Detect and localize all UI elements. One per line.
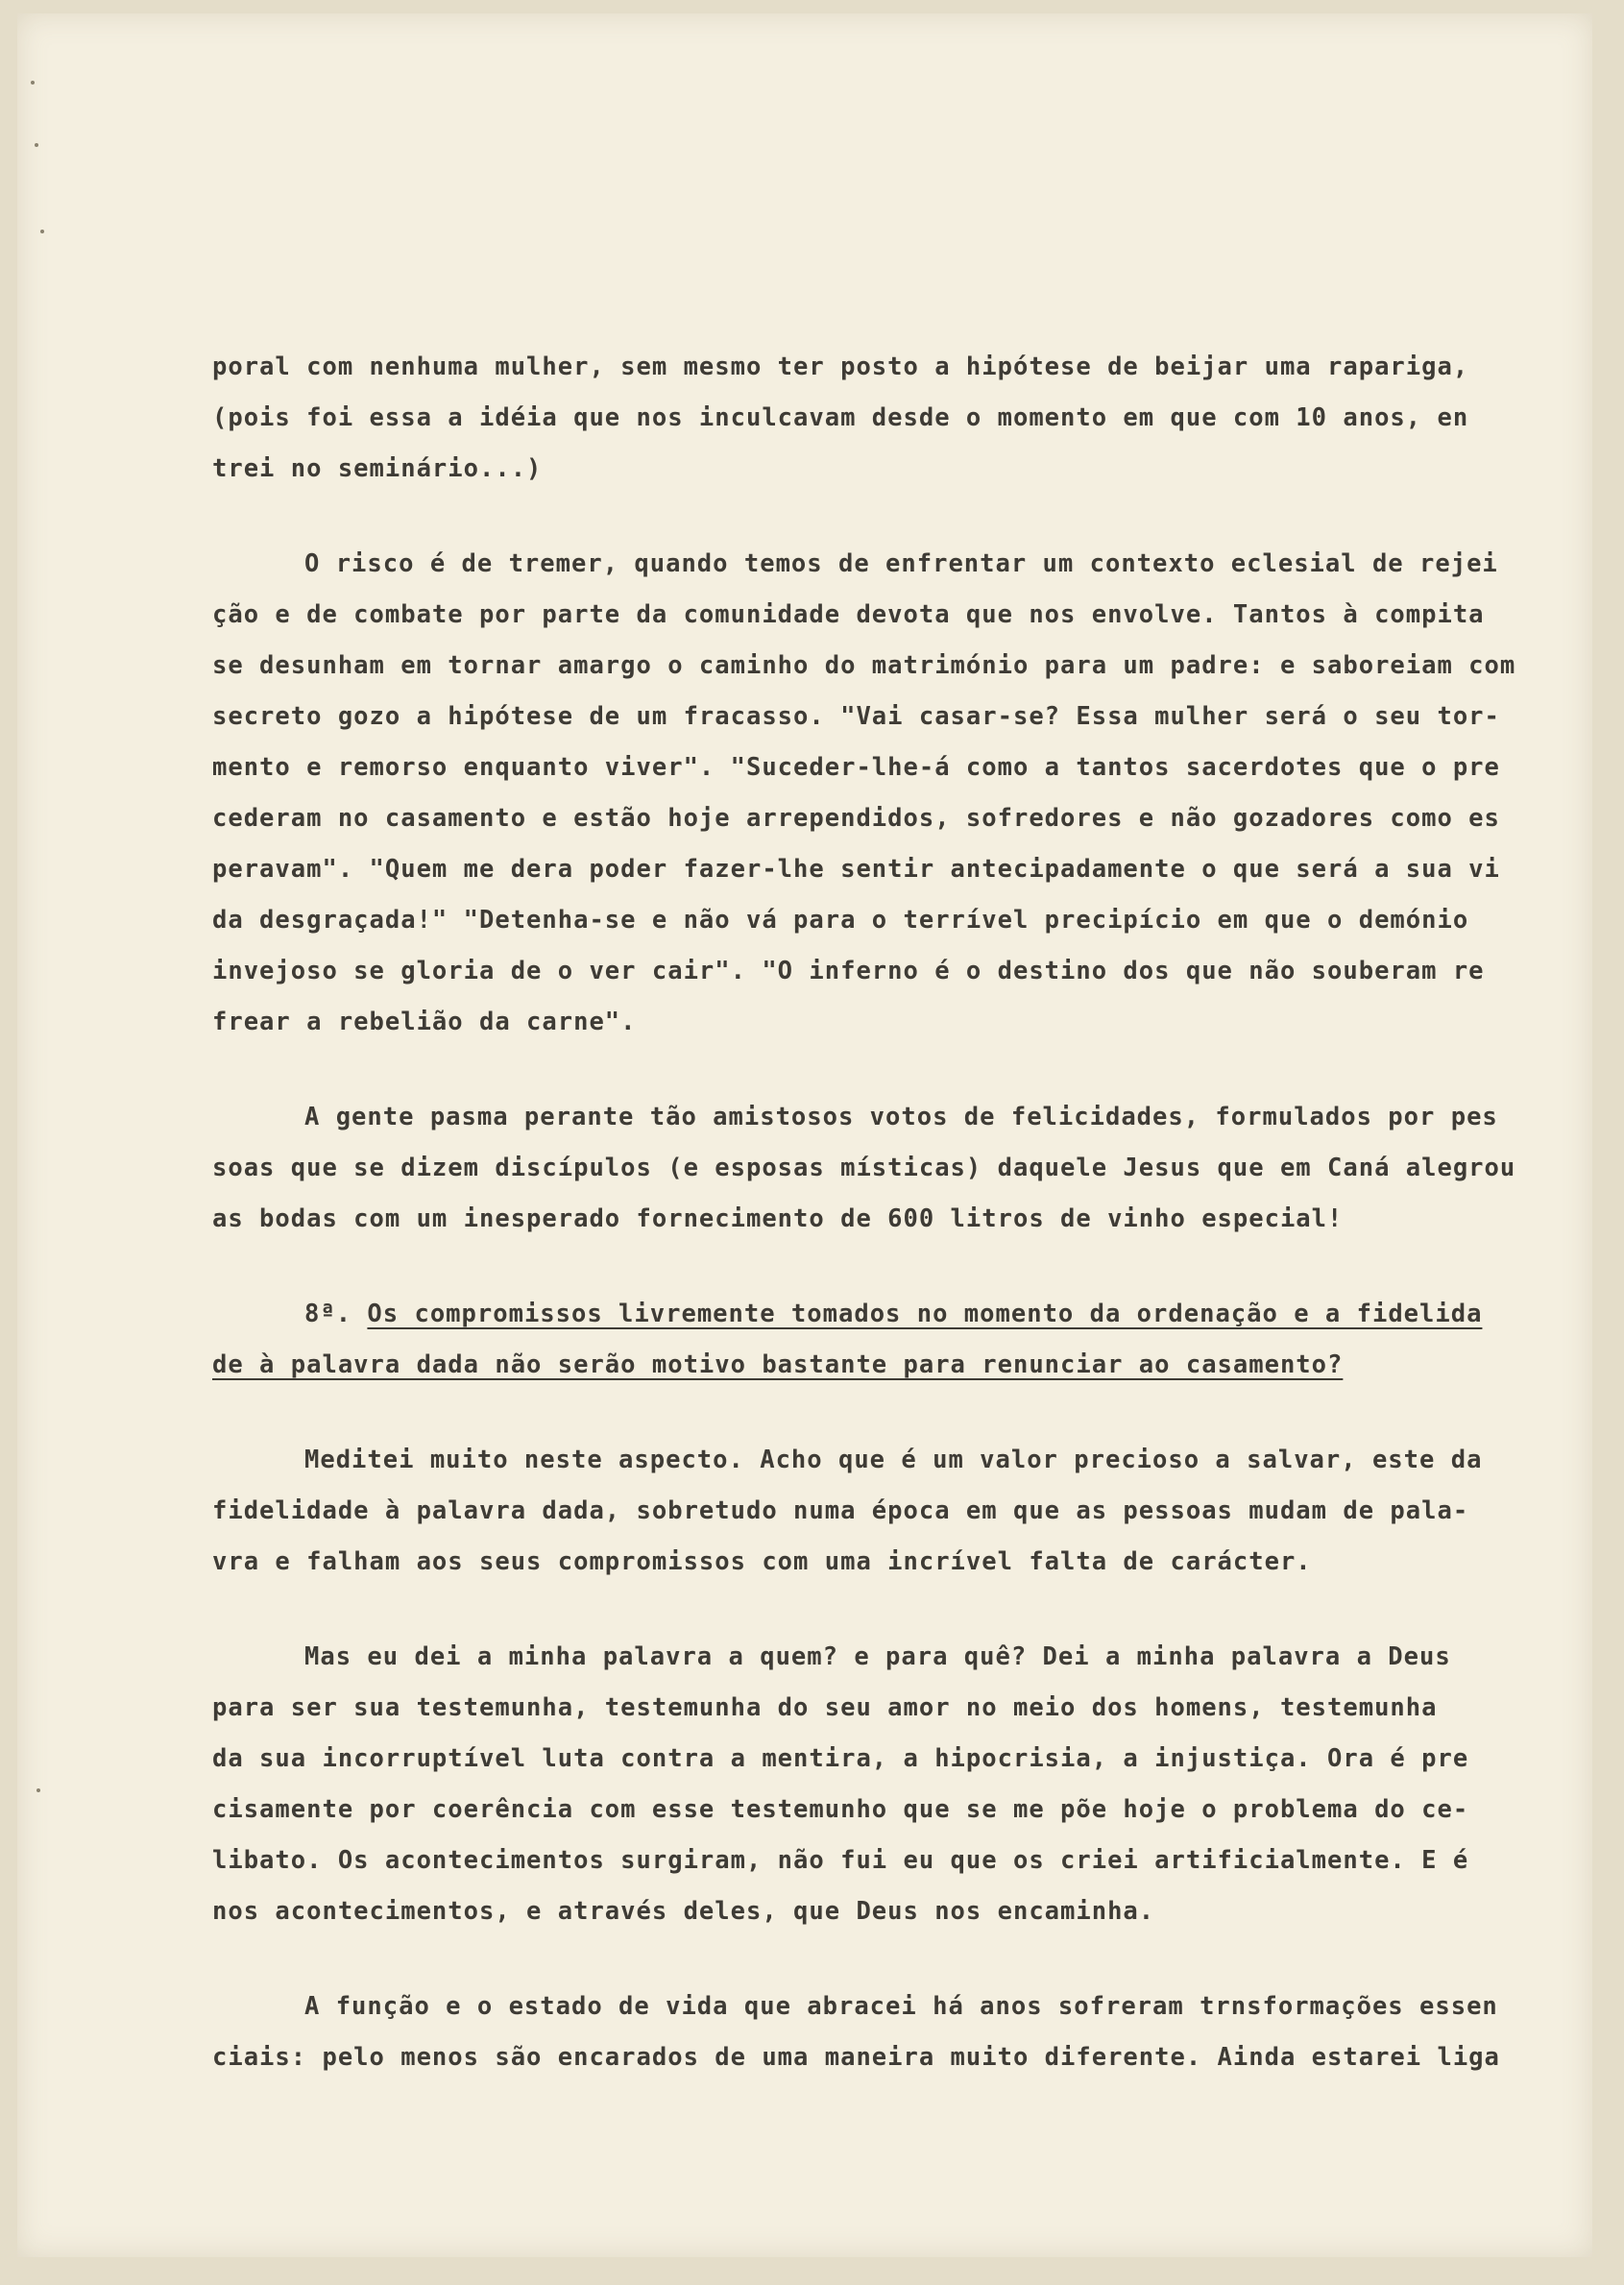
text-line: nos acontecimentos, e através deles, que Deus nos encaminha. xyxy=(212,1897,1155,1926)
text-line: libato. Os acontecimentos surgiram, não fui eu que os criei artificialmente. E é xyxy=(212,1846,1469,1875)
heading-text: de à palavra dada não serão motivo bastante para renunciar ao casamento? xyxy=(212,1350,1344,1379)
text-line: fidelidade à palavra dada, sobretudo numa época em que as pessoas mudam de pala- xyxy=(212,1496,1469,1525)
text-line: soas que se dizem discípulos (e esposas místicas) daquele Jesus que em Caná alegrou xyxy=(212,1154,1516,1182)
text-line xyxy=(212,1289,1547,1340)
text-line: mento e remorso enquanto viver". "Suceder-lhe-á como a tantos sacerdotes que o pre xyxy=(212,753,1500,782)
paragraph-6 xyxy=(212,1981,1547,2083)
paper-speck xyxy=(31,81,35,85)
typed-text-body xyxy=(212,342,1547,2083)
text-line: secreto gozo a hipótese de um fracasso. "Vai casar-se? Essa mulher será o seu tor- xyxy=(212,702,1500,731)
text-line: ciais: pelo menos são encarados de uma maneira muito diferente. Ainda estarei liga xyxy=(212,2043,1500,2072)
text-line: poral com nenhuma mulher, sem mesmo ter posto a hipótese de beijar uma rapariga, xyxy=(212,352,1469,381)
section-heading-8 xyxy=(212,1289,1547,1391)
paragraph-5 xyxy=(212,1632,1547,1937)
text-line: cederam no casamento e estão hoje arrependidos, sofredores e não gozadores como es xyxy=(212,804,1500,833)
text-line: ção e de combate por parte da comunidade devota que nos envolve. Tantos à compita xyxy=(212,600,1485,629)
text-line: (pois foi essa a idéia que nos inculcavam desde o momento em que com 10 anos, en xyxy=(212,403,1469,432)
text-line: as bodas com um inesperado fornecimento de 600 litros de vinho especial! xyxy=(212,1204,1344,1233)
text-line: cisamente por coerência com esse testemunho que se me põe hoje o problema do ce- xyxy=(212,1795,1469,1824)
text-line: invejoso se gloria de o ver cair". "O inferno é o destino dos que não souberam re xyxy=(212,957,1485,985)
paper-speck xyxy=(35,143,38,147)
text-line: trei no seminário...) xyxy=(212,454,543,483)
heading-number: 8ª. xyxy=(304,1300,368,1328)
text-line: vra e falham aos seus compromissos com uma incrível falta de carácter. xyxy=(212,1547,1312,1576)
text-line: da desgraçada!" "Detenha-se e não vá para o terrível precipício em que o demónio xyxy=(212,906,1469,935)
text-line: Mas eu dei a minha palavra a quem? e para quê? Dei a minha palavra a Deus xyxy=(304,1642,1451,1671)
text-line: Meditei muito neste aspecto. Acho que é um valor precioso a salvar, este da xyxy=(304,1446,1483,1474)
heading-text: Os compromissos livremente tomados no momento da ordenação e a fidelida xyxy=(367,1300,1483,1328)
text-line: peravam". "Quem me dera poder fazer-lhe sentir antecipadamente o que será a sua vi xyxy=(212,855,1500,884)
text-line: para ser sua testemunha, testemunha do seu amor no meio dos homens, testemunha xyxy=(212,1693,1438,1722)
paper-speck xyxy=(36,1788,40,1792)
paragraph-3 xyxy=(212,1092,1547,1245)
text-line: O risco é de tremer, quando temos de enfrentar um contexto eclesial de rejei xyxy=(304,549,1498,578)
text-line: A função e o estado de vida que abracei há anos sofreram trnsformações essen xyxy=(304,1992,1498,2021)
paragraph-1 xyxy=(212,342,1547,495)
paper-speck xyxy=(40,230,44,233)
text-line: da sua incorruptível luta contra a mentira, a hipocrisia, a injustiça. Ora é pre xyxy=(212,1744,1469,1773)
text-line: frear a rebelião da carne". xyxy=(212,1008,637,1036)
document-page xyxy=(17,13,1592,2257)
paragraph-4 xyxy=(212,1435,1547,1588)
paragraph-2 xyxy=(212,539,1547,1048)
text-line: se desunham em tornar amargo o caminho do matrimónio para um padre: e saboreiam com xyxy=(212,651,1516,680)
text-line: A gente pasma perante tão amistosos votos de felicidades, formulados por pes xyxy=(304,1103,1498,1131)
